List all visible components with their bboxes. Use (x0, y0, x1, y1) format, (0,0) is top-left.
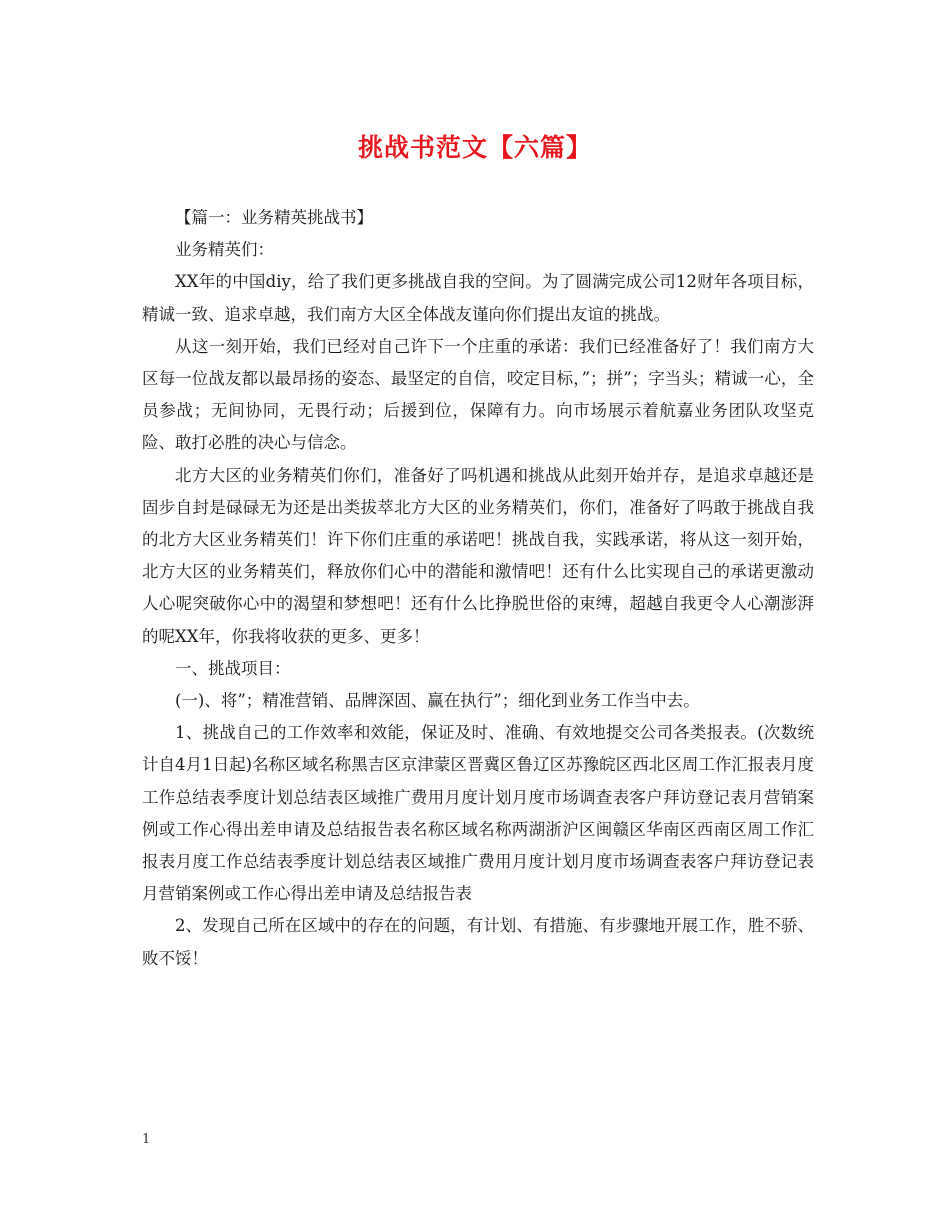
list-subheading: (一)、将”；精准营销、品牌深固、赢在执行”；细化到业务工作当中去。 (175, 691, 700, 711)
list-item: 2、发现自己所在区域中的存在的问题，有计划、有措施、有步骤地开展工作，胜不骄、败不馁！ (142, 916, 814, 968)
paragraph: 北方大区的业务精英们你们，准备好了吗机遇和挑战从此刻开始并存，是追求卓越还是固步自封是碌碌无为还是出类拔萃北方大区的业务精英们，你们，准备好了吗敢于挑战自我的北方大区业务精英们！许下你们庄重的承诺吧！挑战自我，实践承诺，将从这一刻开始，北方大区的业务精英们，释放你们心中的潜能和激情吧！还有什么比实现自己的承诺更激动人心呢突破你心中的渴望和梦想吧！还有什么比挣脱世俗的束缚，超越自我更令人心潮澎湃的呢XX年，你我将收获的更多、更多！ (142, 465, 814, 646)
paragraph: XX年的中国diy，给了我们更多挑战自我的空间。为了圆满完成公司12财年各项目标，精诚一致、追求卓越，我们南方大区全体战友谨向你们提出友谊的挑战。 (142, 272, 814, 324)
paragraph: 从这一刻开始，我们已经对自己许下一个庄重的承诺：我们已经准备好了！我们南方大区每一位战友都以最昂扬的姿态、最坚定的自信，咬定目标，”；拼”；字当头；精诚一心，全员参战；无间协同，无畏行动；后援到位，保障有力。向市场展示着航嘉业务团队攻坚克险、敢打必胜的决心与信念。 (142, 336, 814, 453)
document-body (142, 202, 814, 975)
page-number: 1 (142, 1132, 151, 1147)
document-title: 挑战书范文【六篇】 (357, 133, 592, 162)
section-heading: 【篇一：业务精英挑战书】 (175, 208, 373, 227)
list-heading: 一、挑战项目： (175, 658, 291, 678)
list-item: 1、挑战自己的工作效率和效能，保证及时、准确、有效地提交公司各类报表。(次数统计自4月1日起)名称区域名称黑吉区京津蒙区晋冀区鲁辽区苏豫皖区西北区周工作汇报表月度工作总结表季度计划总结表区域推广费用月度计划月度市场调查表客户拜访登记表月营销案例或工作心得出差申请及总结报告表名称区域名称两湖浙沪区闽赣区华南区西南区周工作汇报表月度工作总结表季度计划总结表区域推广费用月度计划月度市场调查表客户拜访登记表月营销案例或工作心得出差申请及总结报告表 (142, 723, 814, 904)
salutation: 业务精英们： (175, 240, 274, 260)
